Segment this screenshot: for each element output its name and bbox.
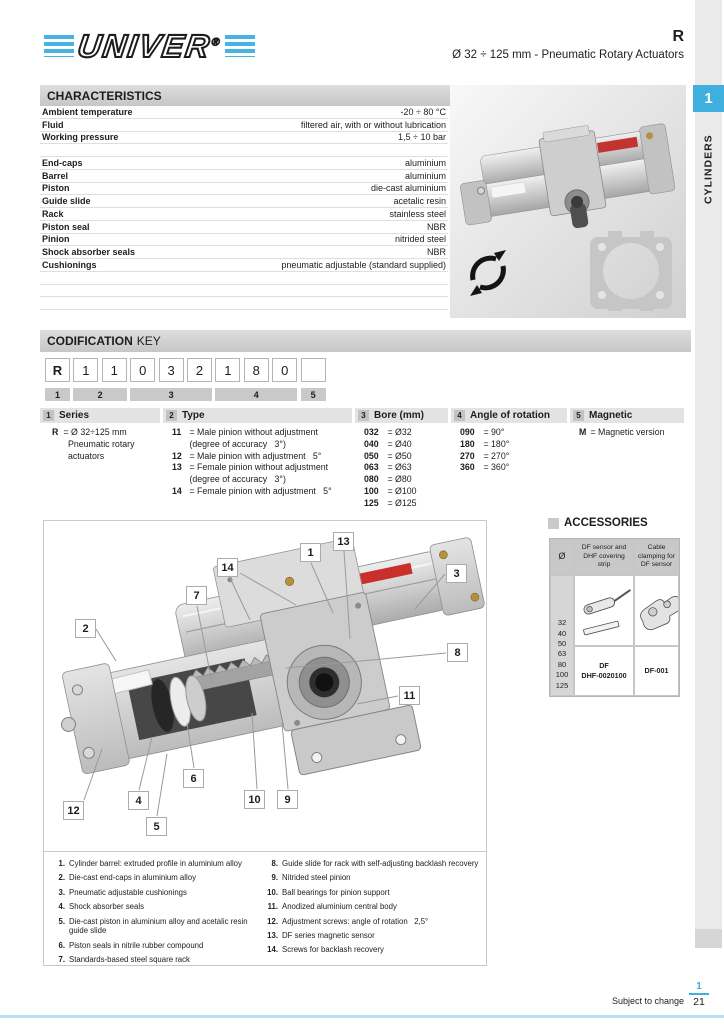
footer-note: Subject to change <box>611 996 684 1006</box>
registered-mark: ® <box>210 36 223 49</box>
table-row: Ambient temperature -20 ÷ 80 °C <box>42 106 446 117</box>
accessories-bore-column: 32 40 50 63 80 100 125 <box>550 575 574 696</box>
column-number-badge: 2 <box>166 410 177 421</box>
page-total: 21 <box>693 996 705 1008</box>
legend-item: 1. Cylinder barrel: extruded profile in aluminium alloy <box>58 859 242 868</box>
code-box <box>301 358 326 382</box>
callout-3: 3 <box>446 564 467 583</box>
table-row: Cushionings pneumatic adjustable (standard supplied) <box>42 259 446 270</box>
callout-6: 6 <box>183 769 204 788</box>
column-title: Bore (mm) <box>374 410 425 421</box>
chapter-number-badge <box>693 85 724 112</box>
cutaway-diagram <box>43 520 487 852</box>
legend-item: 13. DF series magnetic sensor <box>267 930 375 940</box>
chapter-number: 1 <box>704 90 713 107</box>
code-group-bar: 4 <box>215 388 297 401</box>
legend-item: 5. Die-cast piston in aluminium alloy and acetalic resin guide slide <box>58 916 250 936</box>
characteristics-title: CHARACTERISTICS <box>47 88 162 103</box>
callout-4: 4 <box>128 791 149 810</box>
legend-item: 9. Nitrided steel pinion <box>271 873 351 883</box>
page-number: 1 <box>696 981 702 992</box>
callout-12: 12 <box>63 801 84 820</box>
codification-title-suffix: KEY <box>136 334 161 348</box>
codification-title: CODIFICATION <box>47 334 133 348</box>
callout-14: 14 <box>217 558 238 577</box>
table-row: End-caps aluminium <box>42 157 446 168</box>
accessories-col-header: DF sensor and DHF covering strip <box>574 539 634 575</box>
callout-7: 7 <box>186 586 207 605</box>
column-title: Type <box>182 410 205 421</box>
code-box: 1 <box>73 358 98 382</box>
code-box: 8 <box>244 358 269 382</box>
legend-item: 4. Shock absorber seals <box>58 902 144 912</box>
actuator-cutaway-art <box>44 521 486 822</box>
code-group-bar: 3 <box>130 388 212 401</box>
table-row: Pinion nitrided steel <box>42 234 446 245</box>
chapter-label: CYLINDERS <box>702 134 715 204</box>
page-title-series: R <box>672 28 684 45</box>
code-box: 1 <box>102 358 127 382</box>
callout-10: 10 <box>244 790 265 809</box>
sidebar-strip-footer <box>695 929 722 948</box>
bottom-rule <box>0 1015 724 1018</box>
code-box: 0 <box>130 358 155 382</box>
table-row: Piston die-cast aluminium <box>42 183 446 194</box>
accessories-col-header: Cable clamping for DF sensor <box>634 539 679 575</box>
legend-right-column <box>263 859 480 970</box>
column-header-series <box>40 408 160 423</box>
page-fraction-divider <box>689 993 709 995</box>
column-header-magnetic <box>570 408 684 423</box>
bore-column: 032 = Ø32 040 = Ø40 050 = Ø50 063 = Ø63 080 = Ø80 100 = Ø100 125 = Ø125 <box>364 427 417 508</box>
table-row: Barrel aluminium <box>42 170 446 181</box>
table-row: Fluid filtered air, with or without lubrication <box>42 119 446 130</box>
column-header-type <box>163 408 352 423</box>
column-number-badge: 1 <box>43 410 54 421</box>
code-box: R <box>45 358 70 382</box>
column-number-badge: 3 <box>358 410 369 421</box>
column-header-angle <box>451 408 567 423</box>
codification-header <box>40 330 691 352</box>
cable-clamp-art <box>634 575 679 646</box>
type-column: 11 = Male pinion without adjustment (degree of accuracy 3°) 12 = Male pinion with adjustment 5° 13 = Female pinion without adjustment (degree of accuracy 3°) 14 = Female pinion with adjustment 5° <box>172 427 332 496</box>
column-number-badge: 4 <box>454 410 465 421</box>
univer-logo <box>44 27 255 65</box>
legend-box <box>43 851 487 966</box>
code-box: 0 <box>272 358 297 382</box>
magnetic-column: M = Magnetic version <box>579 427 665 437</box>
product-photo <box>450 85 686 318</box>
code-group-bar: 2 <box>73 388 126 401</box>
column-title: Series <box>59 410 90 421</box>
page-subtitle: Ø 32 ÷ 125 mm - Pneumatic Rotary Actuators <box>452 49 684 61</box>
code-box: 1 <box>215 358 240 382</box>
legend-item: 2. Die-cast end-caps in aluminium alloy <box>58 873 196 883</box>
code-group-bar: 5 <box>301 388 326 401</box>
callout-5: 5 <box>146 817 167 836</box>
table-row <box>40 297 448 310</box>
legend-item: 6. Piston seals in nitrile rubber compound <box>58 940 204 950</box>
column-header-bore <box>355 408 448 423</box>
table-row: Piston seal NBR <box>42 221 446 232</box>
legend-left-column <box>50 859 263 970</box>
product-photo-svg <box>450 85 686 318</box>
callout-1: 1 <box>300 543 321 562</box>
code-box: 3 <box>159 358 184 382</box>
callout-9: 9 <box>277 790 298 809</box>
legend-item: 12. Adjustment screws: angle of rotation 2,5° <box>267 916 429 926</box>
angle-column: 090 = 90° 180 = 180° 270 = 270° 360 = 360° <box>460 427 510 473</box>
callout-8: 8 <box>447 643 468 662</box>
column-title: Angle of rotation <box>470 410 550 421</box>
df-sensor-art <box>574 575 634 646</box>
legend-item: 8. Guide slide for rack with self-adjusting backlash recovery <box>271 859 479 868</box>
accessories-bullet-icon <box>548 518 559 529</box>
legend-item: 11. Anodized aluminium central body <box>267 902 397 912</box>
legend-item: 7. Standards-based steel square rack <box>58 955 190 965</box>
accessories-table <box>549 538 680 697</box>
table-row: Working pressure 1,5 ÷ 10 bar <box>42 132 446 143</box>
characteristics-table <box>40 106 448 310</box>
logo-wordmark: UNIVER <box>75 28 214 64</box>
table-row: Guide slide acetalic resin <box>42 196 446 207</box>
df-sensor-code: DF DHF-0020100 <box>574 646 634 696</box>
code-box: 2 <box>187 358 212 382</box>
callout-11: 11 <box>399 686 420 705</box>
code-group-bar: 1 <box>45 388 70 401</box>
series-column: R = Ø 32÷125 mm Pneumatic rotary actuators <box>52 427 135 461</box>
legend-item: 3. Pneumatic adjustable cushionings <box>58 887 187 897</box>
cable-clamp-code: DF-001 <box>634 646 679 696</box>
logo-text <box>76 30 224 62</box>
table-row <box>40 272 448 285</box>
column-number-badge: 5 <box>573 410 584 421</box>
column-title: Magnetic <box>589 410 633 421</box>
callout-13: 13 <box>333 532 354 551</box>
legend-item: 10. Ball bearings for pinion support <box>267 887 390 897</box>
table-row: Rack stainless steel <box>42 208 446 219</box>
legend-item: 14. Screws for backlash recovery <box>267 945 384 955</box>
table-row <box>40 285 448 298</box>
callout-2: 2 <box>75 619 96 638</box>
table-row <box>40 144 448 157</box>
accessories-title: ACCESSORIES <box>564 517 648 529</box>
accessories-header <box>548 517 648 529</box>
logo-stripes-left-icon <box>44 35 74 57</box>
logo-stripes-right-icon <box>225 35 255 57</box>
characteristics-header <box>40 85 455 106</box>
table-row: Shock absorber seals NBR <box>42 247 446 258</box>
accessories-col-header: Ø <box>550 539 574 575</box>
